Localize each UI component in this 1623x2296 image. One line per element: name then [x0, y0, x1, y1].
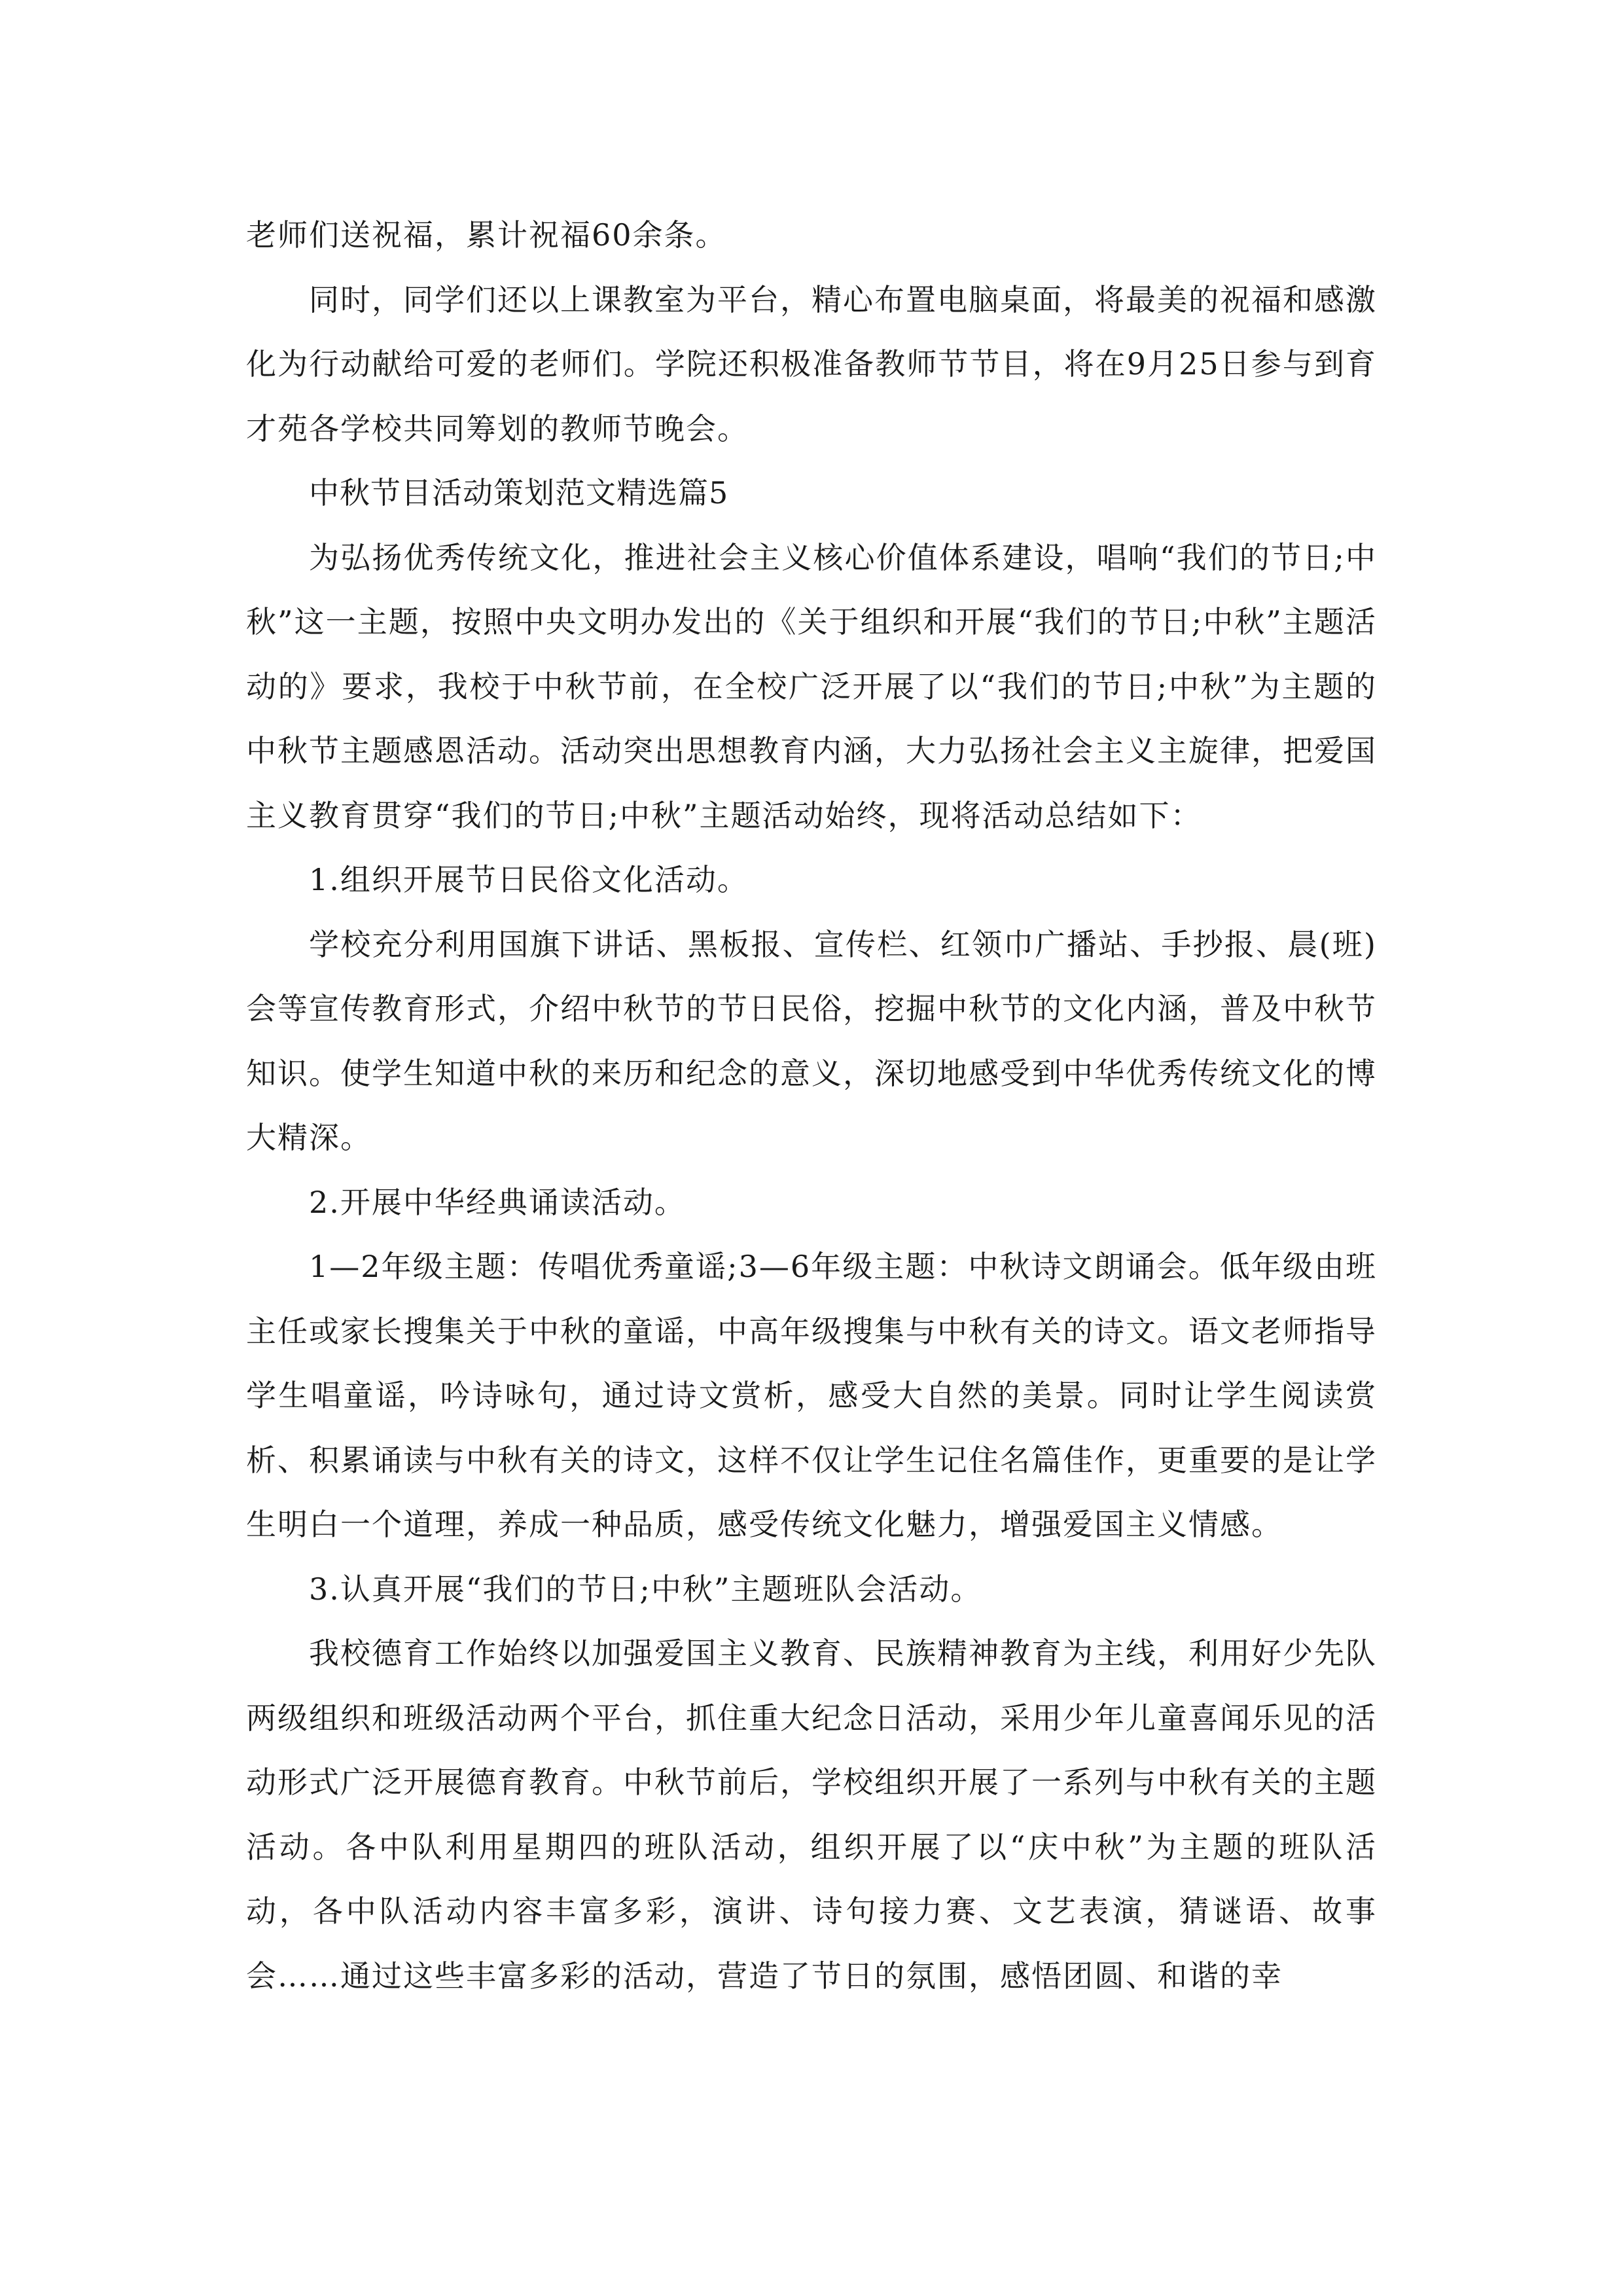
paragraph-folk-culture: 学校充分利用国旗下讲话、黑板报、宣传栏、红领巾广播站、手抄报、晨(班)会等宣传教育形式，介绍中秋节的节日民俗，挖掘中秋节的文化内涵，普及中秋节知识。使学生知道中秋的来历和纪念的意义，深切地感受到中华优秀传统文化的博大精深。 [246, 926, 1377, 1155]
paragraph-continuation: 老师们送祝福，累计祝福60余条。 [246, 217, 727, 253]
list-heading-3: 3.认真开展“我们的节日;中秋”主题班队会活动。 [309, 1571, 982, 1607]
paragraph-class-meetings: 我校德育工作始终以加强爱国主义教育、民族精神教育为主线，利用好少先队两级组织和班级活动两个平台，抓住重大纪念日活动，采用少年儿童喜闻乐见的活动形式广泛开展德育教育。中秋节前后，学校组织开展了一系列与中秋有关的主题活动。各中队利用星期四的班队活动，组织开展了以“庆中秋”为主题的班队活动，各中队活动内容丰富多彩，演讲、诗句接力赛、文艺表演，猜谜语、故事会……通过这些丰富多彩的活动，营造了节日的氛围，感悟团圆、和谐的幸 [246, 1636, 1377, 1994]
paragraph-classroom-desktop: 同时，同学们还以上课教室为平台，精心布置电脑桌面，将最美的祝福和感激化为行动献给可爱的老师们。学院还积极准备教师节节目，将在9月25日参与到育才苑各学校共同筹划的教师节晚会。 [246, 281, 1377, 446]
list-heading-1: 1.组织开展节日民俗文化活动。 [309, 862, 749, 897]
document-body [246, 203, 1377, 2008]
paragraph-classics-reading: 1—2年级主题：传唱优秀童谣;3—6年级主题：中秋诗文朗诵会。低年级由班主任或家长搜集关于中秋的童谣，中高年级搜集与中秋有关的诗文。语文老师指导学生唱童谣，吟诗咏句，通过诗文赏析，感受大自然的美景。同时让学生阅读赏析、积累诵读与中秋有关的诗文，这样不仅让学生记住名篇佳作，更重要的是让学生明白一个道理，养成一种品质，感受传统文化魅力，增强爱国主义情感。 [246, 1249, 1377, 1542]
section-heading: 中秋节目活动策划范文精选篇5 [309, 475, 729, 511]
list-heading-2: 2.开展中华经典诵读活动。 [309, 1184, 686, 1220]
paragraph-intro: 为弘扬优秀传统文化，推进社会主义核心价值体系建设，唱响“我们的节日;中秋”这一主题，按照中央文明办发出的《关于组织和开展“我们的节日;中秋”主题活动的》要求，我校于中秋节前，在全校广泛开展了以“我们的节日;中秋”为主题的中秋节主题感恩活动。活动突出思想教育内涵，大力弘扬社会主义主旋律，把爱国主义教育贯穿“我们的节日;中秋”主题活动始终，现将活动总结如下： [246, 539, 1377, 833]
